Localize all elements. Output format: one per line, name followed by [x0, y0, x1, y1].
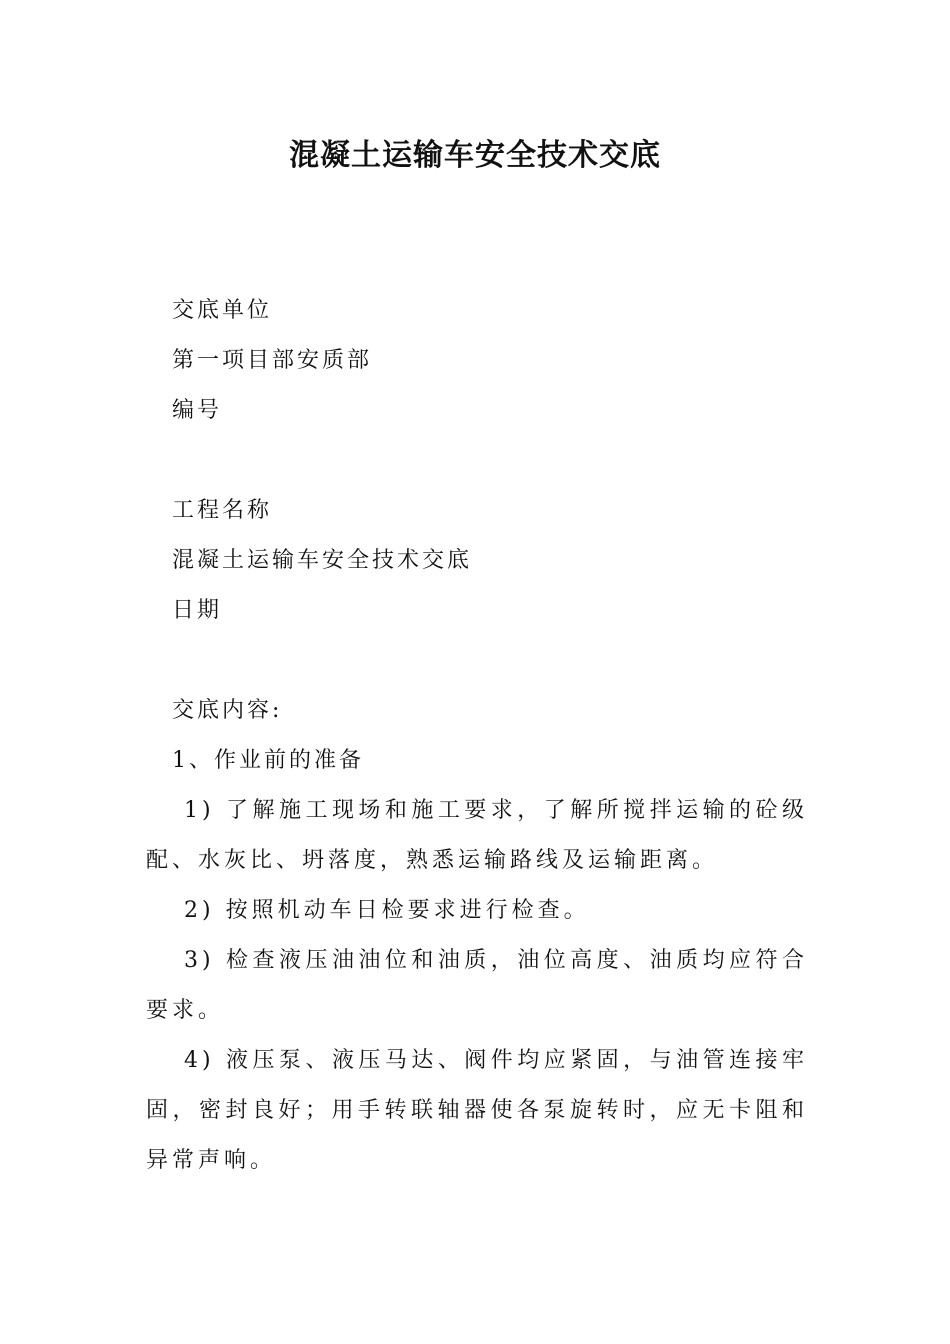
spacer — [146, 436, 808, 486]
document-title: 混凝土运输车安全技术交底 — [289, 138, 661, 173]
field-label-project: 工程名称 — [172, 498, 273, 523]
document-body — [146, 286, 808, 1186]
field-label-unit: 交底单位 — [172, 298, 273, 323]
content-item-2: 2) 按照机动车日检要求进行检查。 — [184, 898, 590, 923]
spacer — [146, 636, 808, 686]
field-label-number: 编号 — [172, 398, 223, 423]
content-item-1: 1) 了解施工现场和施工要求，了解所搅拌运输的砼级配、水灰比、坍落度，熟悉运输路线及运输距离。 — [146, 798, 808, 873]
content-item-3: 3) 检查液压油油位和油质，油位高度、油质均应符合要求。 — [146, 948, 808, 1023]
field-value-unit: 第一项目部安质部 — [172, 348, 373, 373]
content-label: 交底内容: — [172, 698, 283, 723]
content-item-4: 4) 液压泵、液压马达、阀件均应紧固，与油管连接牢固，密封良好；用手转联轴器使各泵旋转时，应无卡阻和异常声响。 — [146, 1048, 808, 1173]
field-label-date: 日期 — [172, 598, 223, 623]
section-heading: 1、作业前的准备 — [172, 748, 364, 773]
field-value-project: 混凝土运输车安全技术交底 — [172, 548, 473, 573]
